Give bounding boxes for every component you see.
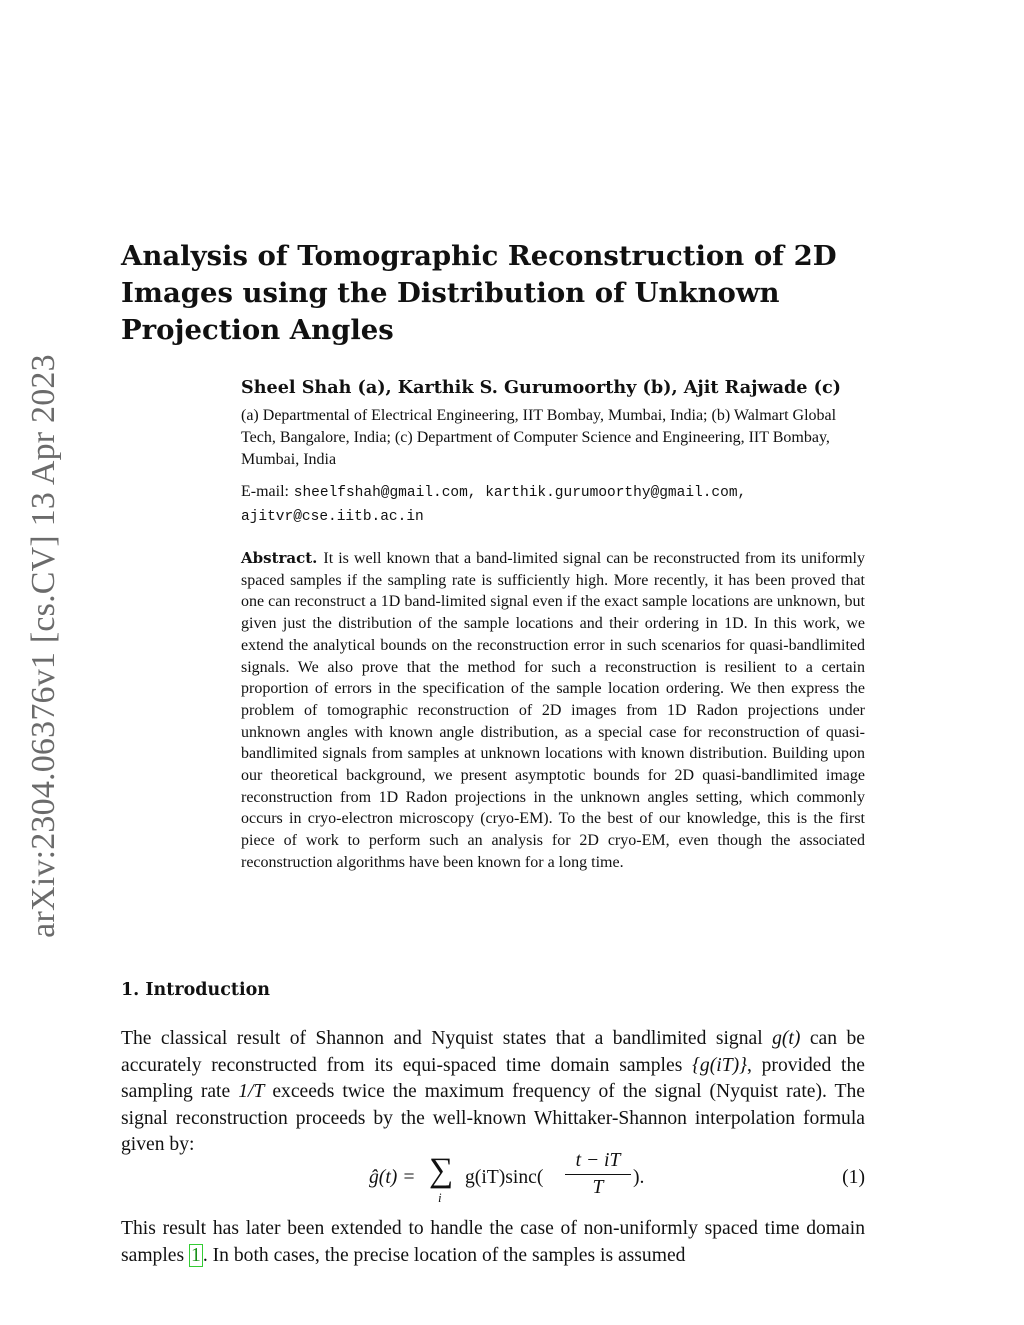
- email-block: [241, 480, 866, 528]
- intro-text-4: exceeds twice the maximum frequency of the signal (Nyquist rate). The signal reconstruction proceeds by the well-known Whittaker-Shannon interpolation formula given by:: [121, 1081, 866, 1156]
- abstract-label: Abstract.: [241, 549, 318, 567]
- arxiv-sidebar-stamp: [20, 352, 68, 940]
- intro-text-5: This result has later been extended to handle the case of non-uniformly spaced time domain samples: [121, 1218, 865, 1266]
- abstract: [241, 548, 865, 874]
- math-samples: {g(iT)}: [692, 1054, 747, 1076]
- email-addresses[interactable]: sheelfshah@gmail.com, karthik.gurumoorthy@gmail.com, ajitvr@cse.iitb.ac.in: [241, 485, 747, 525]
- intro-text-2: can be accurately reconstructed from its equi-spaced time domain samples: [121, 1028, 865, 1076]
- equation-fraction: [565, 1148, 631, 1201]
- equation-1: [121, 1148, 865, 1212]
- intro-text-3: , provided the sampling rate: [121, 1054, 865, 1103]
- citation-link[interactable]: 1: [191, 1244, 201, 1266]
- equation-closing: ).: [633, 1167, 645, 1188]
- summation-symbol: ∑: [429, 1152, 454, 1189]
- math-rate: 1/T: [238, 1081, 265, 1103]
- math-g-t: g(t): [772, 1028, 801, 1049]
- arxiv-identifier: arXiv:2304.06376v1 [cs.CV] 13 Apr 2023: [25, 354, 63, 938]
- equation-number: (1): [842, 1167, 865, 1188]
- affiliations: (a) Departmental of Electrical Engineering, IIT Bombay, Mumbai, India; (b) Walmart Global Tech, Bangalore, India; (c) Department of Computer Science and Engineering, IIT Bombay, Mumbai, India: [241, 407, 837, 468]
- equation-sinc-term: g(iT)sinc(: [465, 1167, 544, 1188]
- intro-paragraph: [121, 1026, 865, 1159]
- abstract-text: It is well known that a band-limited signal can be reconstructed from its uniformly spaced samples if the sampling rate is sufficiently high. More recently, it has been proved that one can reconstruct a 1D band-limited signal even if the exact sample locations are unknown, but given just the distribution of the sample locations and their ordering in 1D. In this work, we extend the analytical bounds on the reconstruction error in such scenarios for quasi-bandlimited signals. We also prove that the method for such a reconstruction is resilient to a certain proportion of errors in the specification of the sample location ordering. We then express the problem of tomographic reconstruction of 2D images from 1D Radon projections under unknown angles with known angle distribution, as a special case for reconstruction of quasi-bandlimited signals from samples at unknown locations with known distribution. Building upon our theoretical background, we present asymptotic bounds for 2D quasi-bandlimited image reconstruction from 1D Radon projections in the unknown angles setting, which commonly occurs in cryo-electron microscopy (cryo-EM). To the best of our knowledge, this is the first piece of work to perform such an analysis for 2D cryo-EM, even though the associated reconstruction algorithms have been known for a long time.: [241, 550, 865, 871]
- paper-title: Analysis of Tomographic Reconstruction of 2D Images using the Distribution of Unknown Projection Angles: [121, 240, 837, 346]
- fraction-numerator: t − iT: [575, 1150, 621, 1171]
- section-heading-introduction: 1. Introduction: [121, 980, 270, 1000]
- email-label: E-mail:: [241, 483, 289, 500]
- intro-text-1: The classical result of Shannon and Nyquist states that a bandlimited signal: [121, 1028, 773, 1049]
- intro-text-6: . In both cases, the precise location of the samples is assumed: [202, 1244, 686, 1266]
- fraction-denominator: T: [592, 1177, 604, 1198]
- summation-index: i: [438, 1190, 442, 1205]
- author-list: Sheel Shah (a), Karthik S. Gurumoorthy (b), Ajit Rajwade (c): [241, 377, 841, 398]
- intro-paragraph-2: [121, 1216, 865, 1269]
- equation-lhs: ĝ(t) =: [369, 1167, 416, 1188]
